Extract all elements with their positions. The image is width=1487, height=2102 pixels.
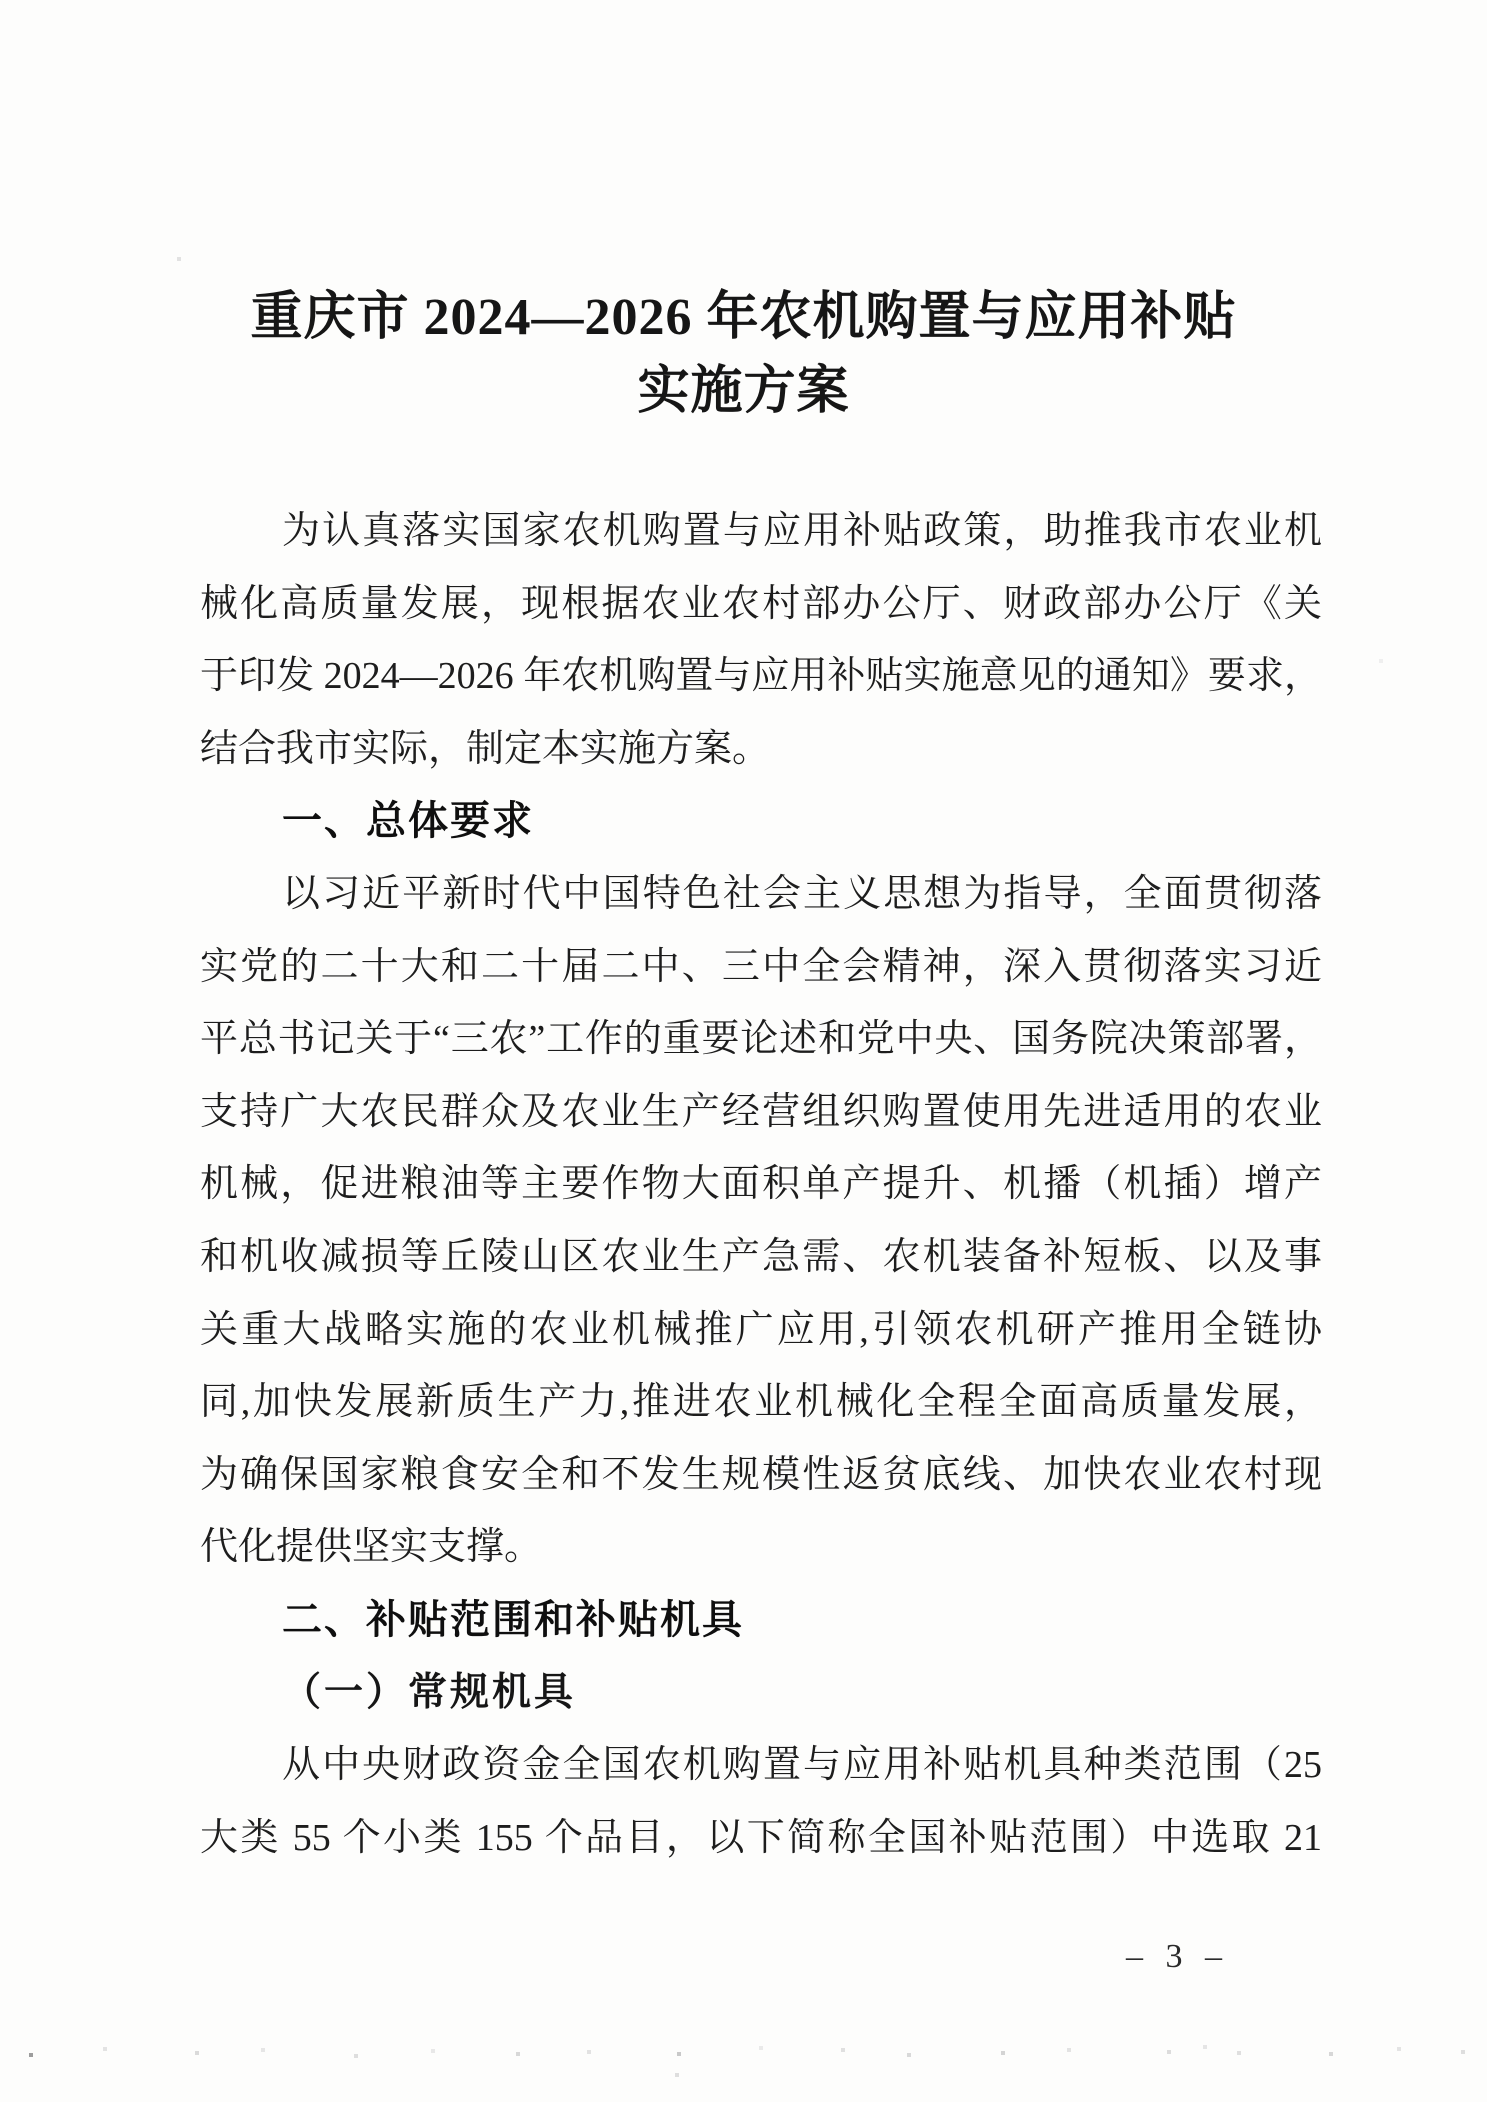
document-title-line-2: 实施方案 xyxy=(637,363,850,420)
body-text-line: 平总书记关于“三农”工作的重要论述和党中央、国务院决策部署， xyxy=(200,1018,1322,1061)
section-heading: 二、补贴范围和补贴机具 xyxy=(282,1597,744,1642)
body-text-line: 为认真落实国家农机购置与应用补贴政策，助推我市农业机 xyxy=(282,510,1322,552)
body-text-line: 结合我市实际，制定本实施方案。 xyxy=(200,727,771,770)
body-text-line: 以习近平新时代中国特色社会主义思想为指导，全面贯彻落 xyxy=(282,872,1322,915)
document-title-line-1: 重庆市 2024—2026 年农机购置与应用补贴 xyxy=(250,289,1237,346)
document-title xyxy=(0,281,1487,429)
body-text-line: 为确保国家粮食安全和不发生规模性返贫底线、加快农业农村现 xyxy=(200,1453,1322,1496)
body-text-line: 和机收减损等丘陵山区农业生产急需、农机装备补短板、以及事 xyxy=(200,1235,1322,1278)
body-text-line: 械化高质量发展，现根据农业农村部办公厅、财政部办公厅《关 xyxy=(200,582,1322,625)
body-text-line: 大类 55 个小类 155 个品目，以下简称全国补贴范围）中选取 21 xyxy=(200,1816,1322,1859)
body-text-line: 支持广大农民群众及农业生产经营组织购置使用先进适用的农业 xyxy=(200,1090,1322,1133)
body-text-line: 代化提供坚实支撑。 xyxy=(200,1526,543,1569)
scan-artifacts xyxy=(0,0,2,2)
body-text-line: 实党的二十大和二十届二中、三中全会精神，深入贯彻落实习近 xyxy=(200,945,1322,988)
body-text-line: 从中央财政资金全国农机购置与应用补贴机具种类范围（25 xyxy=(282,1744,1322,1787)
body-text-line: 机械，促进粮油等主要作物大面积单产提升、机播（机插）增产 xyxy=(200,1163,1322,1206)
body-text-line: 关重大战略实施的农业机械推广应用,引领农机研产推用全链协 xyxy=(200,1308,1322,1351)
body-text-line: 同,加快发展新质生产力,推进农业机械化全程全面高质量发展， xyxy=(200,1381,1322,1424)
section-heading: 一、总体要求 xyxy=(282,799,534,844)
body-text-line: 于印发 2024—2026 年农机购置与应用补贴实施意见的通知》要求， xyxy=(200,655,1322,698)
page-number: – 3 – xyxy=(1126,1938,1229,1975)
body-lines xyxy=(200,495,1322,1874)
subsection-heading: （一）常规机具 xyxy=(282,1670,577,1714)
